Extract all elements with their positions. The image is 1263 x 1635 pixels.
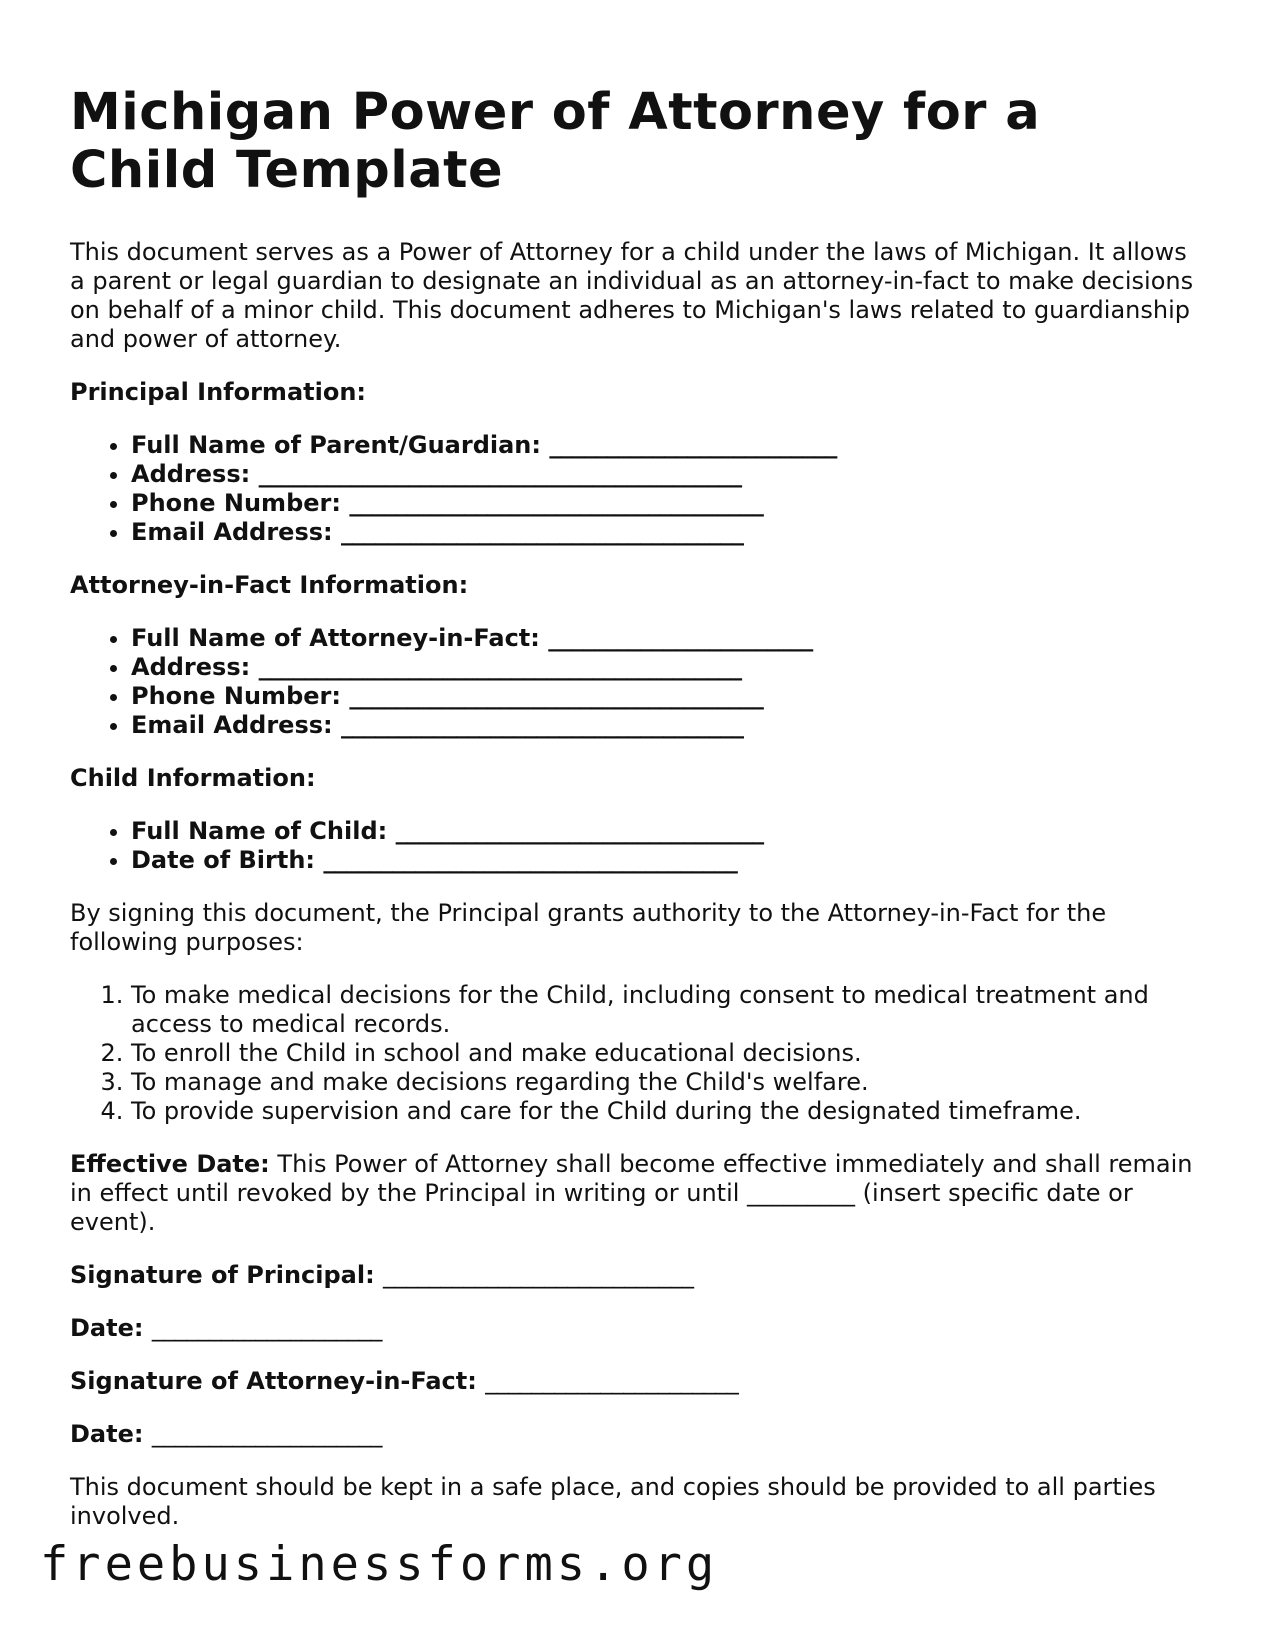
principal-date-line: Date: ____________________ <box>70 1314 382 1342</box>
blank-line: _________________________ <box>549 431 837 459</box>
blank-line: ___________________________ <box>383 1261 694 1289</box>
attorney-name-field: • Full Name of Attorney-in-Fact: _______________________ <box>131 624 1200 653</box>
principal-heading: Principal Information: <box>70 378 367 406</box>
principal-address-field: • Address: __________________________________________ <box>131 460 1200 489</box>
attorney-phone-field: • Phone Number: ____________________________________ <box>131 682 1200 711</box>
blank-line: ____________________________________ <box>349 682 764 710</box>
child-name-field: • Full Name of Child: ________________________________ <box>131 817 1200 846</box>
intro-paragraph: This document serves as a Power of Attorney for a child under the laws of Michigan. It allows a parent or legal guardian to designate an individual as an attorney-in-fact to make decisions on behalf of a minor child. This document adheres to Michigan's laws related to guardianship and power of attorney. <box>70 238 1194 353</box>
principal-name-field: • Full Name of Parent/Guardian: _________________________ <box>131 431 1200 460</box>
blank-line: ____________________________________ <box>349 489 764 517</box>
principal-signature-line: Signature of Principal: ___________________________ <box>70 1261 694 1289</box>
child-dob-field: • Date of Birth: ____________________________________ <box>131 846 1200 875</box>
attorney-signature-line: Signature of Attorney-in-Fact: ______________________ <box>70 1367 739 1395</box>
blank-line: __________________________________________ <box>258 460 742 488</box>
effective-date-label: Effective Date: <box>70 1150 270 1178</box>
child-heading: Child Information: <box>70 764 316 792</box>
blank-line: ____________________ <box>151 1420 382 1448</box>
document-title: Michigan Power of Attorney for a Child Template <box>70 83 1041 200</box>
principal-email-field: • Email Address: ___________________________________ <box>131 518 1200 547</box>
attorney-heading: Attorney-in-Fact Information: <box>70 571 469 599</box>
effective-date-text: This Power of Attorney shall become effective immediately and shall remain in effect until revoked by the Principal in writing or until _________ (insert specific date or event). <box>70 1150 1193 1236</box>
purpose-item: 4. To provide supervision and care for the Child during the designated timeframe. <box>131 1097 1200 1126</box>
purpose-item: 3. To manage and make decisions regarding the Child's welfare. <box>131 1068 1200 1097</box>
purposes-list <box>70 981 1200 1126</box>
attorney-fields <box>70 624 1200 740</box>
grant-paragraph: By signing this document, the Principal grants authority to the Attorney-in-Fact for the following purposes: <box>70 899 1107 956</box>
blank-line: __________________________________________ <box>258 653 742 681</box>
closing-paragraph: This document should be kept in a safe place, and copies should be provided to all parties involved. <box>70 1473 1156 1530</box>
purpose-item: 2. To enroll the Child in school and make educational decisions. <box>131 1039 1200 1068</box>
attorney-email-field: • Email Address: ___________________________________ <box>131 711 1200 740</box>
purpose-item: 1. To make medical decisions for the Child, including consent to medical treatment and access to medical records. <box>131 981 1200 1039</box>
blank-line: ____________________________________ <box>323 846 738 874</box>
blank-line: ___________________________________ <box>340 518 744 546</box>
watermark: freebusinessforms.org <box>40 1537 719 1592</box>
blank-line: ____________________ <box>151 1314 382 1342</box>
attorney-address-field: • Address: __________________________________________ <box>131 653 1200 682</box>
document-page <box>70 84 1200 1531</box>
blank-line: _______________________ <box>548 624 813 652</box>
attorney-date-line: Date: ____________________ <box>70 1420 382 1448</box>
effective-date-paragraph <box>70 1150 1200 1237</box>
blank-line: ______________________ <box>485 1367 739 1395</box>
principal-fields <box>70 431 1200 547</box>
blank-line: ___________________________________ <box>340 711 744 739</box>
blank-line: ________________________________ <box>395 817 764 845</box>
principal-phone-field: • Phone Number: ____________________________________ <box>131 489 1200 518</box>
child-fields <box>70 817 1200 875</box>
